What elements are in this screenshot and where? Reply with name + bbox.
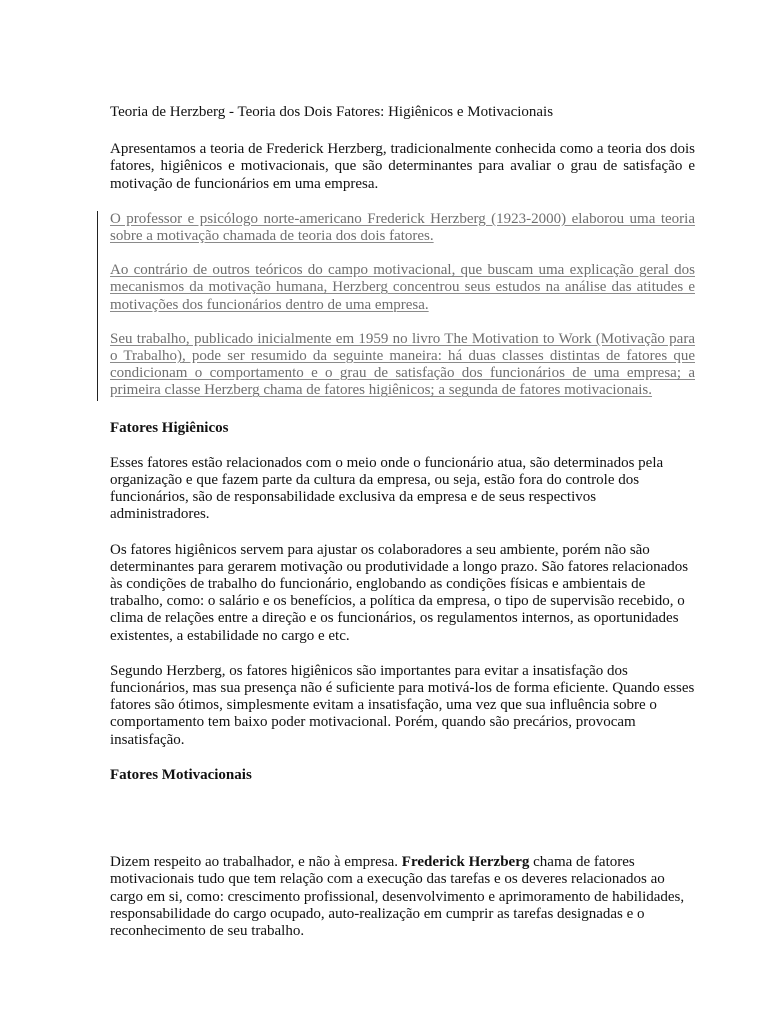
hygiene-paragraph: Os fatores higiênicos servem para ajustar os colaboradores a seu ambiente, porém não são determinantes para gerarem motivação ou produtividade a longo prazo. São fatores relacionados às condições de trabalho do funcionário, englobando as condições físicas e ambientais de trabalho, como: o salário e os benefícios, a política da empresa, o tipo de supervisão recebido, o clima de relações entre a direção e os funcionários, os regulamentos internos, as oportunidades existentes, a estabilidade no cargo e etc. xyxy=(110,541,689,644)
motivational-text-suffix: chama de fatores motivacionais tudo que tem relação com a execução das tarefas e os deveres relacionados ao cargo em si, como: crescimento profissional, desenvolvimento e aprimoramento de habilidades, responsabilidade do cargo ocupado, auto-realização em cumprir as tarefas designadas e o reconhecimento de seu trabalho. xyxy=(110,854,685,939)
quoted-paragraph: Ao contrário de outros teóricos do campo motivacional, que buscam uma explicação geral dos mecanismos da motivação humana, Herzberg concentrou seus estudos na análise das atitudes e motivações dos funcionários dentro de uma empresa. xyxy=(110,262,695,313)
author-name-bold: Frederick Herzberg xyxy=(401,854,530,871)
hygiene-paragraph: Esses fatores estão relacionados com o meio onde o funcionário atua, são determinados pela organização e que fazem parte da cultura da empresa, ou seja, estão fora do controle dos funcionários, são de responsabilidade exclusiva da empresa e de seus respectivos administradores. xyxy=(110,454,664,523)
intro-paragraph: Apresentamos a teoria de Frederick Herzberg, tradicionalmente conhecida como a teoria dos dois fatores, higiênicos e motivacionais, que são determinantes para avaliar o grau de satisfação e motivação de funcionários em uma empresa. xyxy=(110,141,695,192)
document-title: Teoria de Herzberg - Teoria dos Dois Fatores: Higiênicos e Motivacionais xyxy=(110,104,554,120)
hygiene-paragraph: Segundo Herzberg, os fatores higiênicos são importantes para evitar a insatisfação dos funcionários, mas sua presença não é suficiente para motivá-los de forma eficiente. Quando esses fatores são ótimos, simplesmente evitam a insatisfação, uma vez que sua influência sobre o comportamento tem baixo poder motivacional. Porém, quando são precários, provocam insatisfação. xyxy=(110,662,695,748)
quoted-paragraph: O professor e psicólogo norte-americano Frederick Herzberg (1923-2000) elaborou uma teoria sobre a motivação chamada de teoria dos dois fatores. xyxy=(110,210,695,245)
document-content xyxy=(110,104,695,958)
section-heading-hygiene: Fatores Higiênicos xyxy=(110,419,229,436)
quoted-paragraph: Seu trabalho, publicado inicialmente em 1959 no livro The Motivation to Work (Motivação para o Trabalho), pode ser resumido da seguinte maneira: há duas classes distintas de fatores que condicionam o comportamento e o grau de satisfação dos funcionários de uma empresa; a primeira classe Herzberg chama de fatores higiênicos; a segunda de fatores motivacionais. xyxy=(110,330,695,399)
motivational-paragraph xyxy=(110,854,695,940)
section-heading-motivational: Fatores Motivacionais xyxy=(110,766,252,783)
quoted-block xyxy=(110,211,695,400)
blank-space xyxy=(110,802,695,854)
change-bar xyxy=(97,211,98,401)
motivational-text-prefix: Dizem respeito ao trabalhador, e não à empresa. xyxy=(110,854,402,871)
